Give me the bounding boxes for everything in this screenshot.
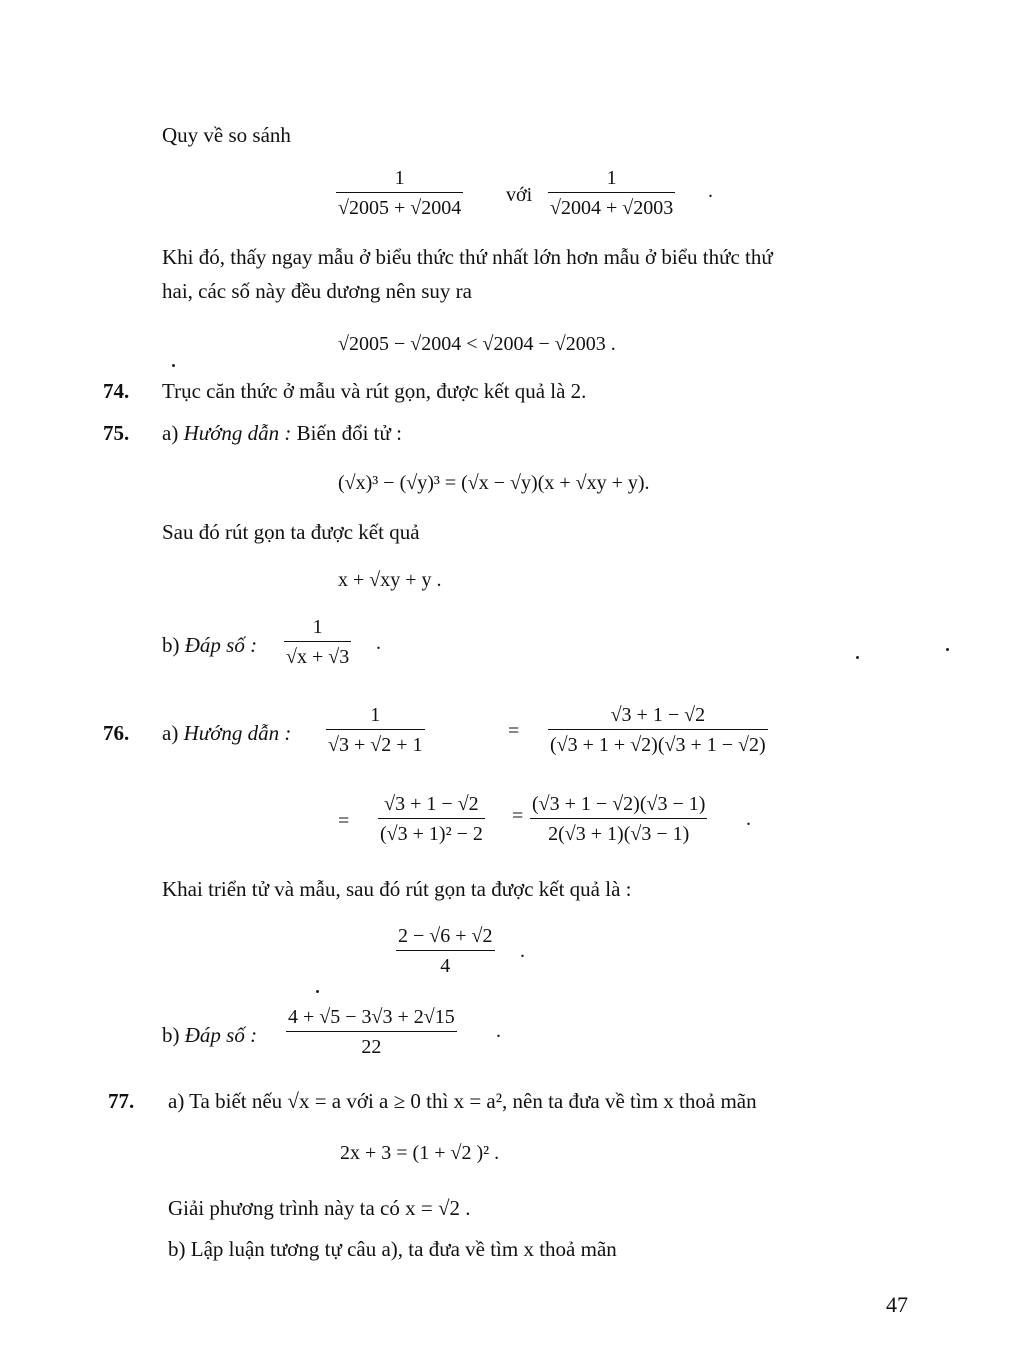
print-speck [946, 648, 949, 651]
fraction-numerator: 1 [394, 167, 405, 189]
part-label: a) [162, 721, 179, 745]
fraction-denominator: 4 [440, 955, 451, 977]
fraction-bar [548, 729, 768, 730]
end-dot: . [746, 808, 751, 830]
hint-line [162, 720, 291, 746]
hint-text: Biến đổi tử : [296, 421, 402, 445]
equals-sign: = [508, 720, 520, 742]
fraction-numerator: 1 [606, 167, 617, 189]
hint-label: Hướng dẫn : [183, 721, 292, 745]
fraction-numerator: 4 + √5 − 3√3 + 2√15 [288, 1006, 455, 1028]
paragraph-line: Sau đó rút gọn ta được kết quả [162, 520, 420, 544]
fraction-bar [284, 641, 351, 642]
fraction-numerator: 1 [312, 616, 323, 638]
paragraph-line: hai, các số này đều dương nên suy ra [162, 279, 472, 303]
fraction-denominator: √x + √3 [286, 646, 350, 668]
end-dot: . [520, 940, 525, 962]
equation: (√x)³ − (√y)³ = (√x − √y)(x + √xy + y). [338, 472, 650, 494]
paragraph-line: a) Ta biết nếu √x = a với a ≥ 0 thì x = a², nên ta đưa về tìm x thoả mãn [168, 1089, 757, 1113]
fraction-bar [336, 192, 463, 193]
result-fraction [396, 924, 495, 978]
problem-number: 77. [108, 1089, 135, 1113]
fraction [378, 792, 485, 846]
fraction-numerator: (√3 + 1 − √2)(√3 − 1) [532, 793, 706, 815]
end-dot: . [376, 632, 381, 654]
equation: x + √xy + y . [338, 569, 442, 591]
equation: 2x + 3 = (1 + √2 )² . [340, 1142, 500, 1164]
fraction-numerator: 1 [370, 704, 381, 726]
fraction [530, 792, 707, 846]
equals-sign: = [338, 810, 350, 832]
answer-fraction [284, 615, 351, 669]
problem-number: 75. [103, 421, 130, 445]
fraction-denominator: (√3 + 1)² − 2 [380, 823, 483, 845]
hint-line [162, 420, 402, 446]
fraction-denominator: √3 + √2 + 1 [328, 734, 423, 756]
paragraph-line: b) Lập luận tương tự câu a), ta đưa về tìm x thoả mãn [168, 1237, 617, 1261]
fraction-denominator: (√3 + 1 + √2)(√3 + 1 − √2) [550, 734, 766, 756]
problem-text: Trục căn thức ở mẫu và rút gọn, được kết quả là 2. [162, 379, 587, 403]
fraction-numerator: √3 + 1 − √2 [384, 793, 479, 815]
print-speck [316, 990, 319, 993]
page-number: 47 [886, 1292, 908, 1317]
fraction [548, 703, 768, 757]
answer-label: Đáp số : [184, 1023, 258, 1047]
fraction-denominator: 2(√3 + 1)(√3 − 1) [548, 823, 690, 845]
end-dot: . [708, 180, 713, 202]
print-speck [172, 364, 175, 367]
paragraph-line: Khai triển tử và mẫu, sau đó rút gọn ta được kết quả là : [162, 877, 632, 901]
fraction-bar [286, 1031, 457, 1032]
answer-fraction [286, 1005, 457, 1059]
part-label: b) [162, 1023, 180, 1047]
fraction-denominator: 22 [361, 1036, 382, 1058]
fraction-denominator: √2005 + √2004 [338, 197, 462, 219]
fraction-bar [396, 950, 495, 951]
fraction-numerator: √3 + 1 − √2 [610, 704, 706, 726]
fraction-denominator: √2004 + √2003 [550, 197, 674, 219]
intro-text: Quy về so sánh [162, 123, 291, 147]
fraction-bar [378, 818, 485, 819]
fraction-numerator: 2 − √6 + √2 [398, 925, 493, 947]
answer-line [162, 632, 257, 658]
paragraph-line: Khi đó, thấy ngay mẫu ở biểu thức thứ nhất lớn hơn mẫu ở biểu thức thứ [162, 245, 773, 269]
print-speck [856, 656, 859, 659]
fraction [326, 703, 425, 757]
answer-label: Đáp số : [184, 633, 258, 657]
fraction-bar [548, 192, 675, 193]
paragraph-line: Giải phương trình này ta có x = √2 . [168, 1196, 471, 1220]
with-word: với [506, 184, 533, 206]
inequality: √2005 − √2004 < √2004 − √2003 . [338, 333, 616, 355]
part-label: a) [162, 421, 179, 445]
fraction-bar [530, 818, 707, 819]
hint-label: Hướng dẫn : [183, 421, 292, 445]
problem-number: 76. [103, 721, 130, 745]
problem-number: 74. [103, 379, 130, 403]
intro-fraction-2 [548, 166, 675, 220]
end-dot: . [496, 1020, 501, 1042]
fraction-bar [326, 729, 425, 730]
answer-line [162, 1022, 257, 1048]
intro-fraction-1 [336, 166, 463, 220]
part-label: b) [162, 633, 180, 657]
equals-sign: = [512, 805, 524, 827]
